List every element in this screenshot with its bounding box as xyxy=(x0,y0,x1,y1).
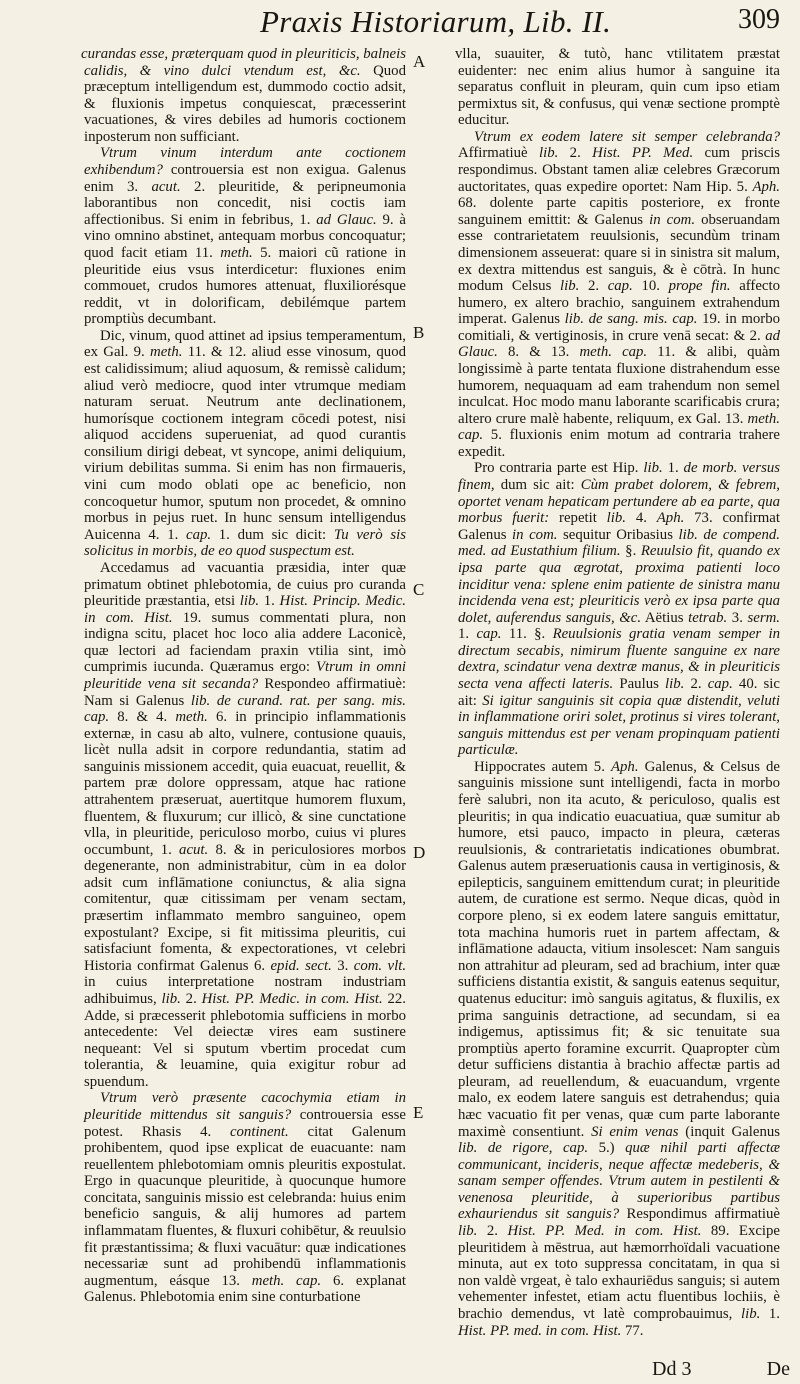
italic-text: curandas esse, præterquam quod in pleuriticis, balneis calidis, & vino dulci vtendum est, &c. xyxy=(81,46,406,79)
text-run: §. xyxy=(620,543,641,560)
italic-text: tetrab. xyxy=(688,609,728,626)
italic-text: epid. sect. xyxy=(270,957,332,974)
italic-text: lib. xyxy=(606,510,626,527)
italic-text: Tu verò sis solicitus in morbis, de eo quod suspectum est. xyxy=(84,526,406,560)
italic-text: lib. xyxy=(458,1223,478,1240)
margin-letter-b: B xyxy=(413,323,425,342)
italic-text: cap. xyxy=(607,278,633,295)
text-run: controuersia est non exigua. Galenus enim 3. xyxy=(84,162,406,195)
text-run: 2. xyxy=(180,990,202,1007)
margin-letter-d: D xyxy=(413,843,426,862)
page-header xyxy=(260,2,780,42)
text-run: controuersia esse potest. Rhasis 4. xyxy=(84,1107,406,1140)
text-run: Paulus xyxy=(613,675,665,692)
italic-text: acut. xyxy=(179,841,209,858)
text-run: 68. dolente parte capitis posteriore, ex fronte sanguinem emittit: & Galenus xyxy=(458,195,780,228)
text-run: 2. pleuritide, & peripneumonia laborantibus non concedit, nisi coctis iam affectionibus. Si enim in febribus, 1. xyxy=(84,178,406,228)
italic-text: Aph. xyxy=(752,178,780,195)
text-run: 5.) xyxy=(588,1140,626,1157)
text-run: obseruandam esse contrarietatem reuulsionis, secundùm trinam dimensionem asseuerat: quare si in sinistra sit malum, ex dextra mittendus est sanguis, & è cōtrà. In hunc modum Celsus xyxy=(458,211,781,295)
italic-text: lib. xyxy=(161,990,181,1007)
italic-text: ad Glauc. xyxy=(316,211,377,228)
text-run: cum priscis respondimus. Obstant tamen aliæ celebres Græcorum auctoritates, quas expedire oportet: Nam Hip. 5. xyxy=(458,145,781,195)
text-run: 8. & 4. xyxy=(109,709,176,726)
margin-letter-c: C xyxy=(413,580,425,599)
italic-text: cap. xyxy=(186,526,212,543)
text-run: Affirmatiuè xyxy=(458,145,539,162)
italic-text: Cùm prabet dolorem, & febrem, oportet venam hepaticam pertundere ab ea parte, qua morbus fuerit: xyxy=(458,477,780,527)
italic-text: lib. xyxy=(643,460,663,477)
catchword: De xyxy=(766,1358,790,1380)
text-run: vlla, suauiter, & tutò, hanc vtilitatem præstat euidenter: nec enim alius humor à sanguine ita separatus confluit in pleuram, quin cum ipso etiam permixtus sit, & confusus, qui venæ sectione promptè educitur. xyxy=(455,46,780,129)
text-run: 1. dum sic dicit: xyxy=(211,526,334,543)
paragraph xyxy=(84,328,406,560)
text-run: in cuius interpretatione nostram industriam adhibuimus, xyxy=(84,974,406,1007)
text-run: Respondeo affirmatiuè: Nam si Galenus xyxy=(84,675,406,709)
text-run: sequitur Oribasius xyxy=(557,526,679,543)
italic-text: in com. xyxy=(512,526,558,543)
text-run: Galenus, & Celsus de sanguinis missione sunt intelligendi, facta in morbo ferè salubri, non ita acuto, & periculoso, qualis est pleuritis; in qua indicatio euacuatiua, quæ sumitur ab humore, etsi pauco, impacto in pleura, cæteras reuulsionis, & contrarietatis indicationes obumbrat. Galenus autem præseruationis causa in vertiginosis, & epilepticis, sanguinem emittendum curat; in pleuritide autem, de curatione est sermo. Neque dicas, quòd in corpore pleno, si ex eodem latere sanguis emittatur, tota machina humoris ruet in partem affectam, & inflāmatione adaucta, vitium insolescet: Nam sanguis non attrahitur ad pleuram, sed ad brachium, inter quæ sufficiens distantia existit, & sanguis eatenus sequitur, quatenus educitur: imò sanguis agitatus, & fluxilis, ex prima sanguinis detractione, ad secundam, si ea indigemus, aptissimus fit; & sic tenuitate sua promptiùs aperto foramine excurrit. Quapropter cùm detur sufficiens distantia à brachio affectæ partis ad pleuram, ad reuellendum, & euacuandum, vrgente malo, ex eodem latere sanguis est detrahendus; quia hæc vacuatio fit per venas, quæ cum parte laborante maximè consentiunt. xyxy=(458,758,780,1140)
text-run: Pro contraria parte est Hip. xyxy=(474,460,644,477)
text-run: 3. xyxy=(727,609,748,626)
text-run: 6. in principio inflammationis externæ, in casu ab alto, vulnere, contusione quauis, licèt nulla adsit in corpore redundantia, statim ad sanguinis missionem accedit, quia euacuat, reuellit, & partem præ dolore oppressam, atque hac ratione attrahentem præseruat, auertitque humorem fluxum, fluentem, & fluxurum; cur illicò, & sine cunctatione vlla, in pleuritide, periculoso morbo, cuius vi plures occumbunt, 1. xyxy=(84,709,406,858)
italic-text: acut. xyxy=(151,178,181,195)
text-run: repetit xyxy=(549,510,607,527)
running-head: Praxis Historiarum, Lib. II. xyxy=(260,4,612,39)
italic-text: meth. cap. xyxy=(251,1272,322,1289)
italic-text: Vtrum in omni pleuritide vena sit secanda? xyxy=(84,659,406,692)
page-footer xyxy=(640,1354,790,1384)
paragraph xyxy=(81,46,406,145)
margin-letter-e: E xyxy=(413,1103,424,1122)
italic-text: Reuulsio fit, quando ex ipsa parte qua ægrotat, proxima patienti loco inciditur vena: splene enim patiente de sinistra manu incidenda vena est; pleuriticis verò ex ipsa parte qua dolet, auferendus sanguis, &c. xyxy=(458,543,780,626)
text-run: 1. xyxy=(259,593,280,610)
italic-text: Hist. PP. Med. xyxy=(592,145,694,162)
text-run: 6. explanat Galenus. Phlebotomia enim sine conturbatione xyxy=(84,1272,406,1306)
text-run: 1. xyxy=(760,1305,781,1322)
italic-text: Vtrum vinum interdum ante coctionem exhibendum? xyxy=(84,145,406,179)
text-run: 1. xyxy=(458,626,477,643)
text-run: Accedamus ad vacuantia præsidia, inter quæ primatum obtinet phlebotomia, de cuius pro curanda pleuritide præstantia, etsi xyxy=(84,559,406,610)
italic-text: serm. xyxy=(747,609,780,626)
text-run: 2. xyxy=(579,278,608,295)
text-run: 22. Adde, si præcesserit phlebotomia sufficiens in morbo antecedente: Vel deiectæ vires eam sustinere nequeant: Vel si sputum vbertim procedat cum tolerantia, & leuamine, quia exigitur robur ad spuendum. xyxy=(84,990,406,1090)
text-run: 8. & in periculosiores morbos degenerante, non administrabitur, cùm in ea dolor adsit cum inflāmatione coniunctus, & alia signa comitentur, quæ citissimam per venam sectam, præsertim inflammato membro sanguineo, opem expostulant? Excipe, si fit mitissima pleuritis, cui satisfaciunt fomenta, & expectorationes, vt celebri Historia confirmat Galenus 6. xyxy=(84,841,406,974)
text-run: 3. xyxy=(331,957,354,974)
italic-text: prope fin. xyxy=(668,278,731,295)
text-run: Respondimus affirmatiuè xyxy=(619,1206,780,1223)
text-run: 1. xyxy=(662,460,684,477)
text-run: 11. & alibi, quàm longissimè à parte tentata fluxione distrahendum esse humorem, nequaquam ad eam trahendum non semel inculcat. Hoc modo manu laborante scarificabis crura; altero crure malè habente, reliquum, ex Gal. 13. xyxy=(458,344,780,427)
italic-text: lib. de rigore, cap. xyxy=(458,1140,589,1157)
italic-text: Si enim venas xyxy=(591,1123,679,1140)
italic-text: lib. xyxy=(665,675,685,692)
italic-text: lib. xyxy=(559,278,580,295)
text-run: dum sic ait: xyxy=(494,477,581,494)
italic-text: quæ nihil parti affectæ communicant, incideris, neque affectæ medeberis, & sanam semper offendes. Vtrum autem in pestilenti & venenosa pleuritide, à superioribus partibus exhauriendus sit sanguis? xyxy=(458,1140,780,1223)
italic-text: lib. de compend. med. ad Eustathium filium. xyxy=(458,526,780,560)
text-run: 11. §. xyxy=(501,626,553,643)
italic-text: ad Glauc. xyxy=(458,327,780,361)
text-run: 2. xyxy=(558,145,593,162)
text-run: 77. xyxy=(621,1322,644,1339)
right-column xyxy=(455,46,781,1339)
left-column xyxy=(81,46,407,1306)
italic-text: Hist. PP. Medic. in com. Hist. xyxy=(201,990,383,1007)
italic-text: Vtrum ex eodem latere sit semper celebranda? xyxy=(474,128,780,145)
text-run: 5. fluxionis enim motum ad contraria trahere expedit. xyxy=(458,427,780,460)
text-run: 40. sic ait: xyxy=(458,675,780,709)
italic-text: Hist. Princip. Medic. in com. Hist. xyxy=(84,593,406,626)
text-run: 89. Excipe pleuritidem à mēstrua, aut hæmorrhoïdali vacuatione minuta, aut ex toto suppressa concitatam, in qua si non valdè vrgeat, è talo exhauriēdus sanguis; si autem vehementer infestet, etiam actu fluentibus lochiis, è brachio demendus, vt latè comprobauimus, xyxy=(458,1223,780,1322)
italic-text: de morb. versus finem, xyxy=(458,460,780,494)
italic-text: meth. xyxy=(220,244,253,261)
italic-text: Aph. xyxy=(611,758,639,775)
text-run: Quod præceptum intelligendum est, dummodo coctio adsit, & fluxionis impetus conquiescat, præcesserint vacuationes, & vires debiles ad humoris coctionem inposterum non sufficiant. xyxy=(84,62,406,145)
italic-text: lib. xyxy=(538,145,559,162)
italic-text: cap. xyxy=(476,626,502,643)
text-run: 10. xyxy=(632,278,669,295)
italic-text: Aph. xyxy=(656,510,685,527)
italic-text: lib. de sang. mis. cap. xyxy=(564,311,698,328)
text-run: 19. sumus commentati plura, non indigna scitu, placet hoc loco alia addere Laconicè, quæ lectori ad faciendam praxin vtilia sint, imò cumprimis iucunda. Quæramus ergo: xyxy=(84,609,407,676)
italic-text: meth. xyxy=(150,344,183,361)
text-run: 5. maiori cũ ratione in pleuritide eius vsus interdicetur: fluxiones enim commouet, crudos humores attenuat, fluxiliorésque reddit, vt in dolorificam, debilémque partem promptiùs decumbant. xyxy=(84,244,406,328)
text-run: Dic, vinum, quod attinet ad ipsius temperamentum, ex Gal. 9. xyxy=(84,327,406,361)
italic-text: Si igitur sanguinis sit copia quæ distendit, veluti in inflammatione oriri solet, protinus si vires tolerant, sanguis mittendus est per venam propinquam patienti particulæ. xyxy=(458,692,780,759)
paragraph xyxy=(458,129,780,461)
italic-text: com. vlt. xyxy=(353,957,407,974)
text-run: Hippocrates autem 5. xyxy=(474,758,611,775)
italic-text: in com. xyxy=(649,211,696,228)
italic-text: Hist. PP. med. in com. Hist. xyxy=(458,1322,622,1339)
margin-letter-a: A xyxy=(413,52,426,71)
text-run: 73. confirmat Galenus xyxy=(458,510,780,543)
text-run: 4. xyxy=(626,510,657,527)
text-run: (inquit Galenus xyxy=(678,1123,781,1140)
paragraph xyxy=(458,759,780,1339)
italic-text: meth. cap. xyxy=(458,410,780,444)
italic-text: cap. xyxy=(707,675,733,692)
paragraph xyxy=(458,460,780,758)
italic-text: lib. xyxy=(740,1305,761,1322)
italic-text: Hist. PP. Med. in com. Hist. xyxy=(507,1223,702,1240)
text-run: 2. xyxy=(477,1223,508,1240)
page-number: 309 xyxy=(738,4,780,35)
italic-text: lib. xyxy=(239,593,260,610)
signature-mark: Dd 3 xyxy=(652,1358,692,1380)
italic-text: meth. xyxy=(175,709,208,726)
text-run: affecto humero, ex altero brachio, sanguinem extrahendum imperat. Galenus xyxy=(458,278,780,328)
text-run: 8. & 13. xyxy=(497,344,580,361)
text-run: Aëtius xyxy=(641,609,689,626)
text-run: 19. in morbo comitiali, & vertiginosis, in crure venā secat: & 2. xyxy=(458,311,780,344)
italic-text: meth. cap. xyxy=(579,344,648,361)
italic-text: Reuulsionis gratia venam semper in directum secabis, nimirum fluente sanguine ex nare dextra, scindatur vena dextræ manus, & in pleuriticis secta vena affecti lateris. xyxy=(458,626,780,692)
text-run: 9. à vino omnino abstinet, antequam morbus concoquatur; quod facit etiam 11. xyxy=(84,211,406,261)
paragraph xyxy=(84,145,406,327)
text-run: citat Galenum prohibentem, quod ipse explicat de euacuante: nam reuellentem phlebotomiam omnis pleuritis expostulat. Ergo in quacunque pleuritide, à quocunque humore concitata, sanguinis missio est celebranda: huius enim beneficio sanguis, & alij humores ad partem inflammatam fluentes, & fluxuri cohibētur, & reuulsio fit præstantissima; & fluxi vacuātur: quæ indicationes necessariæ sunt ad prohibendū inflammationis augmentum, eásque 13. xyxy=(84,1123,407,1289)
paragraph xyxy=(84,1090,406,1306)
italic-text: lib. de curand. rat. per sang. mis. cap. xyxy=(84,692,407,726)
italic-text: continent. xyxy=(229,1123,289,1140)
text-run: 2. xyxy=(684,675,708,692)
paragraph xyxy=(84,560,406,1091)
text-run: 11. & 12. aliud esse vinosum, quod est calidissimum; aliud aquosum, & remissè calidum; aliud verò mediocre, quod inter vtrumque mediam naturam seruat. Neutrum ante declinationem, humorísque coctionem integram cōcedi potest, nisi aliquod accidens superueniat, ad quod curantis consilium dirigi debeat, vt syncope, animi deliquium, virium debilitas summa. Si enim has non firmaueris, vini cum modo oblati ope ac beneficio, non concoquetur humor, sputum non procedet, & omnino morbus in pejus ruet. In hunc sensum intelligendus Auicenna 4. 1. xyxy=(84,344,406,543)
paragraph xyxy=(455,46,780,129)
italic-text: Vtrum verò præsente cacochymia etiam in pleuritide mittendus sit sanguis? xyxy=(84,1090,406,1123)
